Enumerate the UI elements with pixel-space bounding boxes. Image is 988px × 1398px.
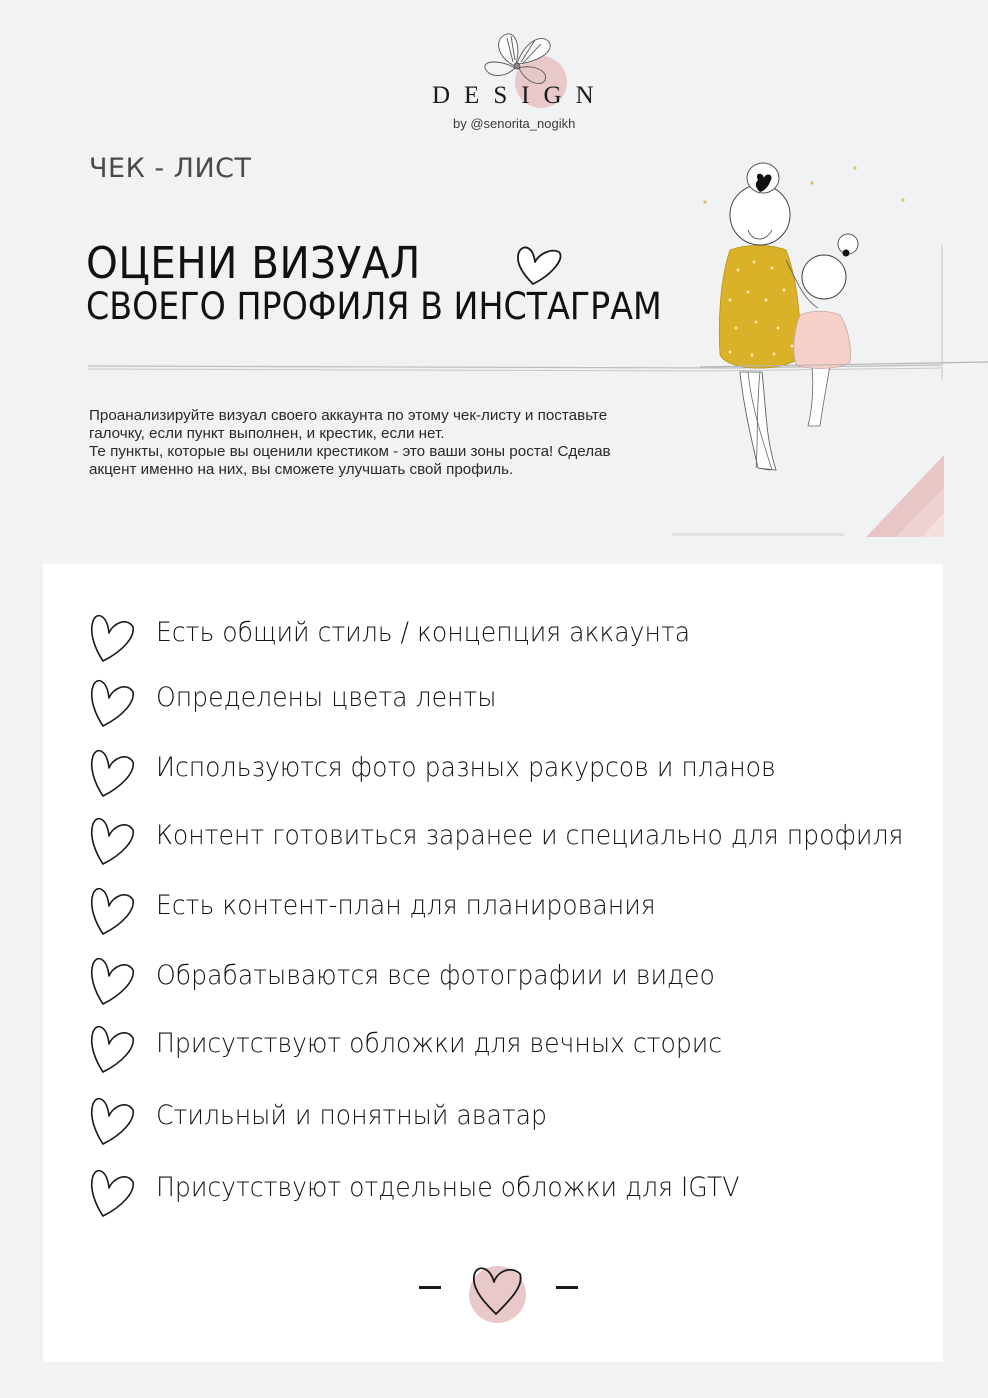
heart-outline-icon[interactable] [87, 674, 137, 730]
checklist-item-label: Присутствуют обложки для вечных сторис [156, 1028, 723, 1059]
logo-byline: by @senorita_nogikh [453, 116, 576, 131]
checklist-item-label: Контент готовиться заранее и специально для профиля [156, 820, 904, 851]
description-line: акцент именно на них, вы сможете улучшать свой профиль. [89, 461, 514, 478]
heart-outline-icon[interactable] [87, 1164, 137, 1220]
heart-outline-icon[interactable] [87, 952, 137, 1008]
checklist-item[interactable] [43, 1020, 943, 1080]
heart-outline-icon[interactable] [87, 1092, 137, 1148]
checklist-card [43, 564, 943, 1362]
dash-right [556, 1286, 578, 1289]
heart-outline-icon[interactable] [87, 744, 137, 800]
heart-in-circle-icon [466, 1260, 526, 1320]
description-line: Те пункты, которые вы оценили крестиком - это ваши зоны роста! Сделав [89, 443, 611, 460]
mother-daughter-illustration [700, 150, 988, 480]
gold-dots [700, 150, 925, 204]
checklist-item[interactable] [43, 952, 943, 1012]
page-title-line-2: СВОЕГО ПРОФИЛЯ В ИНСТАГРАМ [86, 285, 662, 328]
dash-left [419, 1286, 441, 1289]
checklist-item-label: Присутствуют отдельные обложки для IGTV [156, 1172, 740, 1203]
checklist-item-label: Стильный и понятный аватар [156, 1100, 547, 1131]
checklist-item[interactable] [43, 1092, 943, 1152]
kicker-label: ЧЕК - ЛИСТ [89, 153, 252, 184]
checklist-item[interactable] [43, 674, 943, 734]
page-title-line-1: ОЦЕНИ ВИЗУАЛ [86, 238, 421, 289]
pink-triangle-decoration [866, 455, 946, 537]
logo-wordmark: DESIGN [432, 82, 608, 109]
heart-outline-icon[interactable] [87, 812, 137, 868]
heart-outline-icon[interactable] [87, 609, 137, 665]
checklist-item[interactable] [43, 1164, 943, 1224]
description-line: галочку, если пункт выполнен, и крестик, если нет. [89, 425, 445, 442]
description-text [89, 407, 729, 479]
decorative-bottom-line [672, 533, 844, 536]
brand-logo [420, 14, 620, 131]
checklist-item[interactable] [43, 609, 943, 669]
checklist-item[interactable] [43, 882, 943, 942]
description-line: Проанализируйте визуал своего аккаунта по этому чек-листу и поставьте [89, 407, 608, 424]
footer-ornament [413, 1252, 573, 1322]
checklist-item-label: Есть контент-план для планирования [156, 890, 656, 921]
heart-outline-icon[interactable] [87, 1020, 137, 1076]
checklist-item[interactable] [43, 744, 943, 804]
checklist-item-label: Обрабатываются все фотографии и видео [156, 960, 715, 991]
checklist-item-label: Определены цвета ленты [156, 682, 497, 713]
flower-icon [475, 28, 565, 88]
checklist-item-label: Есть общий стиль / концепция аккаунта [156, 617, 691, 648]
heart-outline-icon [513, 242, 565, 288]
heart-outline-icon[interactable] [87, 882, 137, 938]
checklist-item[interactable] [43, 812, 943, 872]
checklist-item-label: Используются фото разных ракурсов и планов [156, 752, 776, 783]
